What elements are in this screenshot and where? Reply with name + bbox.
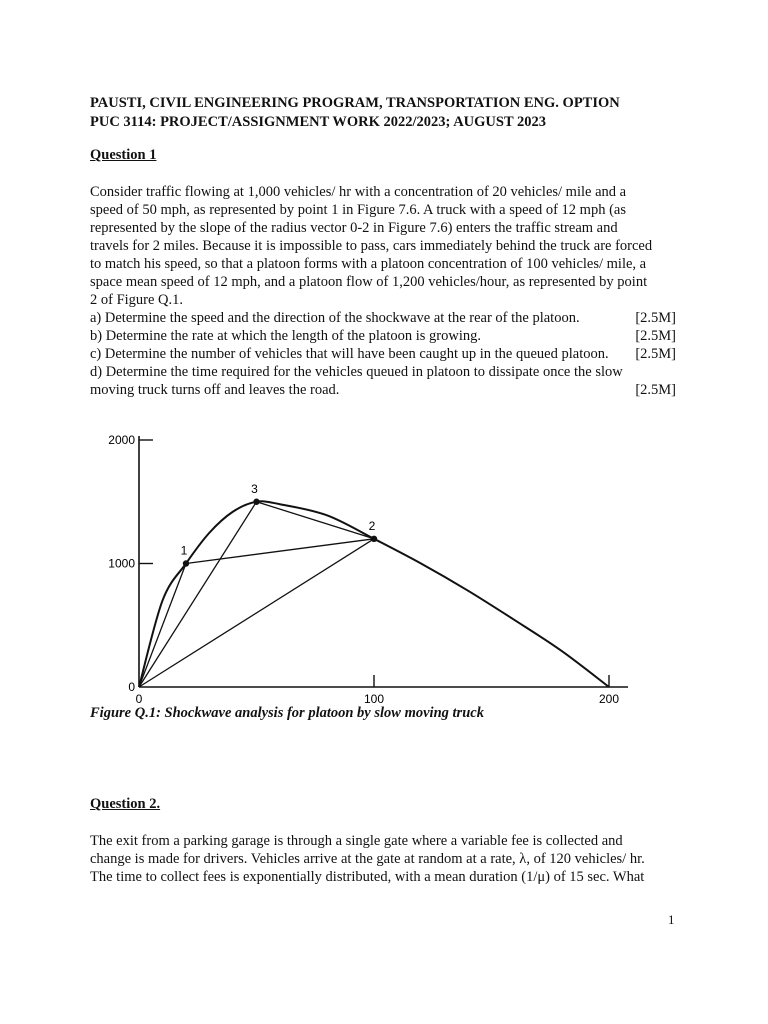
q1-line: travels for 2 miles. Because it is impossible to pass, cars immediately behind the truck are forced xyxy=(90,238,653,254)
q1-line: speed of 50 mph, as represented by point 1 in Figure 7.6. A truck with a speed of 12 mph (as xyxy=(90,202,626,218)
part-marks: [2.5M] xyxy=(635,310,676,326)
question-1-title: Question 1 xyxy=(90,147,157,163)
q1-line: space mean speed of 12 mph, and a platoon flow of 1,200 vehicles/hour, as represented by point xyxy=(90,274,648,290)
document-header xyxy=(90,94,690,132)
q1-part-d xyxy=(90,363,686,381)
question-2-title: Question 2. xyxy=(90,796,161,812)
point-label: 1 xyxy=(180,543,188,558)
x-tick-label: 200 xyxy=(598,692,620,705)
line-1-2 xyxy=(186,539,374,564)
q1-part-a xyxy=(90,309,686,327)
q1-part-d-cont xyxy=(90,381,686,399)
q2-line: change is made for drivers. Vehicles arrive at the gate at random at a rate, λ, of 120 vehicles/ hr. xyxy=(90,851,645,867)
shockwave-chart xyxy=(0,420,768,705)
y-tick-label: 2000 xyxy=(108,433,135,447)
header-line-2: PUC 3114: PROJECT/ASSIGNMENT WORK 2022/2023; AUGUST 2023 xyxy=(90,114,546,130)
part-text: a) Determine the speed and the direction of the shockwave at the rear of the platoon. xyxy=(90,310,580,326)
question-1-body xyxy=(90,183,686,399)
point-label: 3 xyxy=(251,481,258,496)
part-marks: [2.5M] xyxy=(635,328,676,344)
point-2 xyxy=(371,536,377,542)
y-tick-label: 0 xyxy=(128,680,135,694)
part-text: moving truck turns off and leaves the road. xyxy=(90,382,340,398)
header-line-1: PAUSTI, CIVIL ENGINEERING PROGRAM, TRANSPORTATION ENG. OPTION xyxy=(90,95,620,111)
page-number: 1 xyxy=(668,912,675,927)
part-text: d) Determine the time required for the vehicles queued in platoon to dissipate once the slow xyxy=(90,364,623,380)
q1-part-c xyxy=(90,345,686,363)
chart-axes xyxy=(139,436,628,687)
part-marks: [2.5M] xyxy=(635,346,676,362)
chart-radius-lines xyxy=(139,502,374,687)
line-0-3 xyxy=(139,502,257,687)
q1-line: Consider traffic flowing at 1,000 vehicles/ hr with a concentration of 20 vehicles/ mile and a xyxy=(90,184,627,200)
part-text: c) Determine the number of vehicles that will have been caught up in the queued platoon. xyxy=(90,346,609,362)
point-3 xyxy=(253,499,259,505)
point-1 xyxy=(183,560,189,566)
point-label: 2 xyxy=(368,518,376,533)
figure-caption: Figure Q.1: Shockwave analysis for platoon by slow moving truck xyxy=(90,705,484,721)
line-3-2 xyxy=(257,502,375,539)
q2-line: The exit from a parking garage is through a single gate where a variable fee is collected and xyxy=(90,833,623,849)
x-tick-label: 100 xyxy=(363,692,385,705)
part-marks: [2.5M] xyxy=(635,382,676,398)
part-text: b) Determine the rate at which the length of the platoon is growing. xyxy=(90,328,481,344)
q1-line: to match his speed, so that a platoon forms with a platoon concentration of 100 vehicles/ mile, a xyxy=(90,256,647,272)
y-tick-label: 1000 xyxy=(108,556,135,571)
q1-part-b xyxy=(90,327,686,345)
question-2-body xyxy=(90,832,686,886)
q2-line: The time to collect fees is exponentially distributed, with a mean duration (1/μ) of 15 sec. What xyxy=(90,869,645,885)
chart-tick-labels xyxy=(108,433,619,705)
x-tick-label: 0 xyxy=(135,692,143,705)
line-0-1 xyxy=(139,564,186,688)
line-0-2 xyxy=(139,539,374,687)
q1-line: 2 of Figure Q.1. xyxy=(90,292,184,308)
q1-line: represented by the slope of the radius vector 0-2 in Figure 7.6) enters the traffic stream and xyxy=(90,220,618,236)
